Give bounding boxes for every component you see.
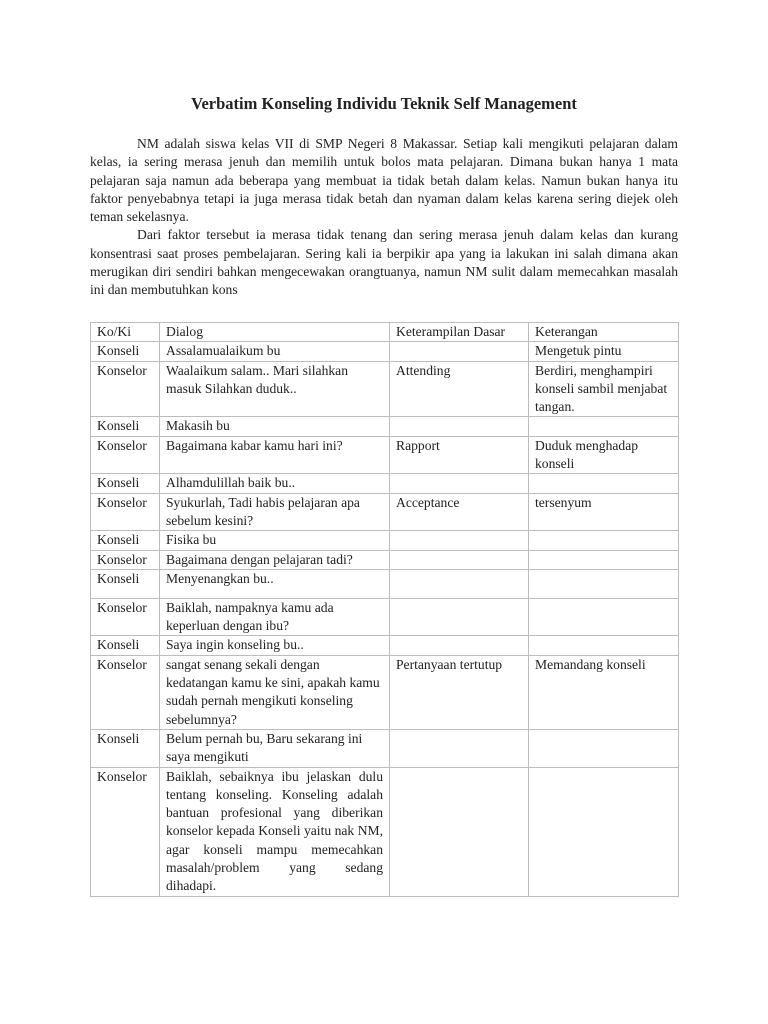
cell-dialog: Assalamualaikum bu bbox=[160, 342, 390, 361]
cell-dialog: Baiklah, sebaiknya ibu jelaskan dulu tentang konseling. Konseling adalah bantuan profesional yang diberikan konselor kepada Konseli yaitu nak NM, agar konseli mampu memecahkan masalah/problem yang sedang dihadapi. bbox=[160, 767, 390, 896]
cell-dialog: Belum pernah bu, Baru sekarang ini saya mengikuti bbox=[160, 729, 390, 767]
cell-skill bbox=[390, 636, 529, 655]
cell-role: Konselor bbox=[91, 493, 160, 531]
cell-skill bbox=[390, 569, 529, 598]
table-row bbox=[91, 729, 679, 767]
cell-note: Duduk menghadap konseli bbox=[529, 436, 679, 474]
cell-note: tersenyum bbox=[529, 493, 679, 531]
cell-note bbox=[529, 531, 679, 550]
cell-role: Konselor bbox=[91, 655, 160, 729]
cell-note bbox=[529, 729, 679, 767]
table-row bbox=[91, 342, 679, 361]
cell-role: Konseli bbox=[91, 636, 160, 655]
header-note: Keterangan bbox=[529, 323, 679, 342]
table-row bbox=[91, 361, 679, 417]
cell-role: Konselor bbox=[91, 361, 160, 417]
cell-dialog: Bagaimana kabar kamu hari ini? bbox=[160, 436, 390, 474]
cell-dialog: Baiklah, nampaknya kamu ada keperluan dengan ibu? bbox=[160, 598, 390, 636]
header-dialog: Dialog bbox=[160, 323, 390, 342]
table-row bbox=[91, 767, 679, 896]
cell-note bbox=[529, 636, 679, 655]
cell-skill: Acceptance bbox=[390, 493, 529, 531]
cell-dialog: Alhamdulillah baik bu.. bbox=[160, 474, 390, 493]
cell-note bbox=[529, 569, 679, 598]
cell-skill bbox=[390, 531, 529, 550]
header-skill: Keterampilan Dasar bbox=[390, 323, 529, 342]
document-title: Verbatim Konseling Individu Teknik Self Management bbox=[191, 94, 577, 113]
table-row bbox=[91, 598, 679, 636]
cell-role: Konselor bbox=[91, 550, 160, 569]
cell-skill bbox=[390, 417, 529, 436]
cell-skill bbox=[390, 729, 529, 767]
cell-note: Berdiri, menghampiri konseli sambil menjabat tangan. bbox=[529, 361, 679, 417]
cell-note bbox=[529, 417, 679, 436]
table-row bbox=[91, 493, 679, 531]
cell-note: Mengetuk pintu bbox=[529, 342, 679, 361]
cell-dialog: Waalaikum salam.. Mari silahkan masuk Silahkan duduk.. bbox=[160, 361, 390, 417]
cell-role: Konselor bbox=[91, 598, 160, 636]
cell-role: Konseli bbox=[91, 729, 160, 767]
table-row bbox=[91, 550, 679, 569]
table-row bbox=[91, 569, 679, 598]
cell-note bbox=[529, 474, 679, 493]
paragraph-intro: NM adalah siswa kelas VII di SMP Negeri 8 Makassar. Setiap kali mengikuti pelajaran dalam kelas, ia sering merasa jenuh dan memilih untuk bolos mata pelajaran. Dimana bukan hanya 1 mata pelajaran saja namun ada beberapa yang membuat ia tidak betah dalam kelas. Namun bukan hanya itu faktor penyebabnya tetapi ia juga merasa tidak betah dan nyaman dalam kelas karena sering diejek oleh teman sekelasnya. bbox=[90, 136, 678, 225]
cell-role: Konselor bbox=[91, 436, 160, 474]
cell-role: Konseli bbox=[91, 474, 160, 493]
verbatim-table bbox=[90, 322, 679, 897]
cell-role: Konseli bbox=[91, 417, 160, 436]
cell-skill: Rapport bbox=[390, 436, 529, 474]
cell-note bbox=[529, 550, 679, 569]
cell-dialog: Menyenangkan bu.. bbox=[160, 569, 390, 598]
cell-skill: Attending bbox=[390, 361, 529, 417]
document-body bbox=[90, 135, 678, 300]
table-row bbox=[91, 474, 679, 493]
cell-dialog: sangat senang sekali dengan kedatangan kamu ke sini, apakah kamu sudah pernah mengikuti konseling sebelumnya? bbox=[160, 655, 390, 729]
paragraph-problem: Dari faktor tersebut ia merasa tidak tenang dan sering merasa jenuh dalam kelas dan kurang konsentrasi saat proses pembelajaran. Sering kali ia berpikir apa yang ia lakukan ini salah dimana akan merugikan diri sendiri bahkan mengecewakan orangtuanya, namun NM sulit dalam memecahkan masalah ini dan membutuhkan kons bbox=[90, 227, 678, 298]
cell-dialog: Bagaimana dengan pelajaran tadi? bbox=[160, 550, 390, 569]
cell-note: Memandang konseli bbox=[529, 655, 679, 729]
cell-role: Konseli bbox=[91, 531, 160, 550]
table-row bbox=[91, 531, 679, 550]
cell-role: Konseli bbox=[91, 569, 160, 598]
cell-skill bbox=[390, 550, 529, 569]
cell-note bbox=[529, 767, 679, 896]
cell-dialog: Fisika bu bbox=[160, 531, 390, 550]
cell-skill bbox=[390, 342, 529, 361]
table-header-row bbox=[91, 323, 679, 342]
cell-dialog: Makasih bu bbox=[160, 417, 390, 436]
table-row bbox=[91, 417, 679, 436]
cell-dialog: Syukurlah, Tadi habis pelajaran apa sebelum kesini? bbox=[160, 493, 390, 531]
cell-skill bbox=[390, 598, 529, 636]
cell-note bbox=[529, 598, 679, 636]
cell-dialog: Saya ingin konseling bu.. bbox=[160, 636, 390, 655]
cell-skill: Pertanyaan tertutup bbox=[390, 655, 529, 729]
cell-skill bbox=[390, 767, 529, 896]
table-row bbox=[91, 636, 679, 655]
table-row bbox=[91, 655, 679, 729]
cell-role: Konselor bbox=[91, 767, 160, 896]
cell-role: Konseli bbox=[91, 342, 160, 361]
header-role: Ko/Ki bbox=[91, 323, 160, 342]
table-row bbox=[91, 436, 679, 474]
cell-skill bbox=[390, 474, 529, 493]
